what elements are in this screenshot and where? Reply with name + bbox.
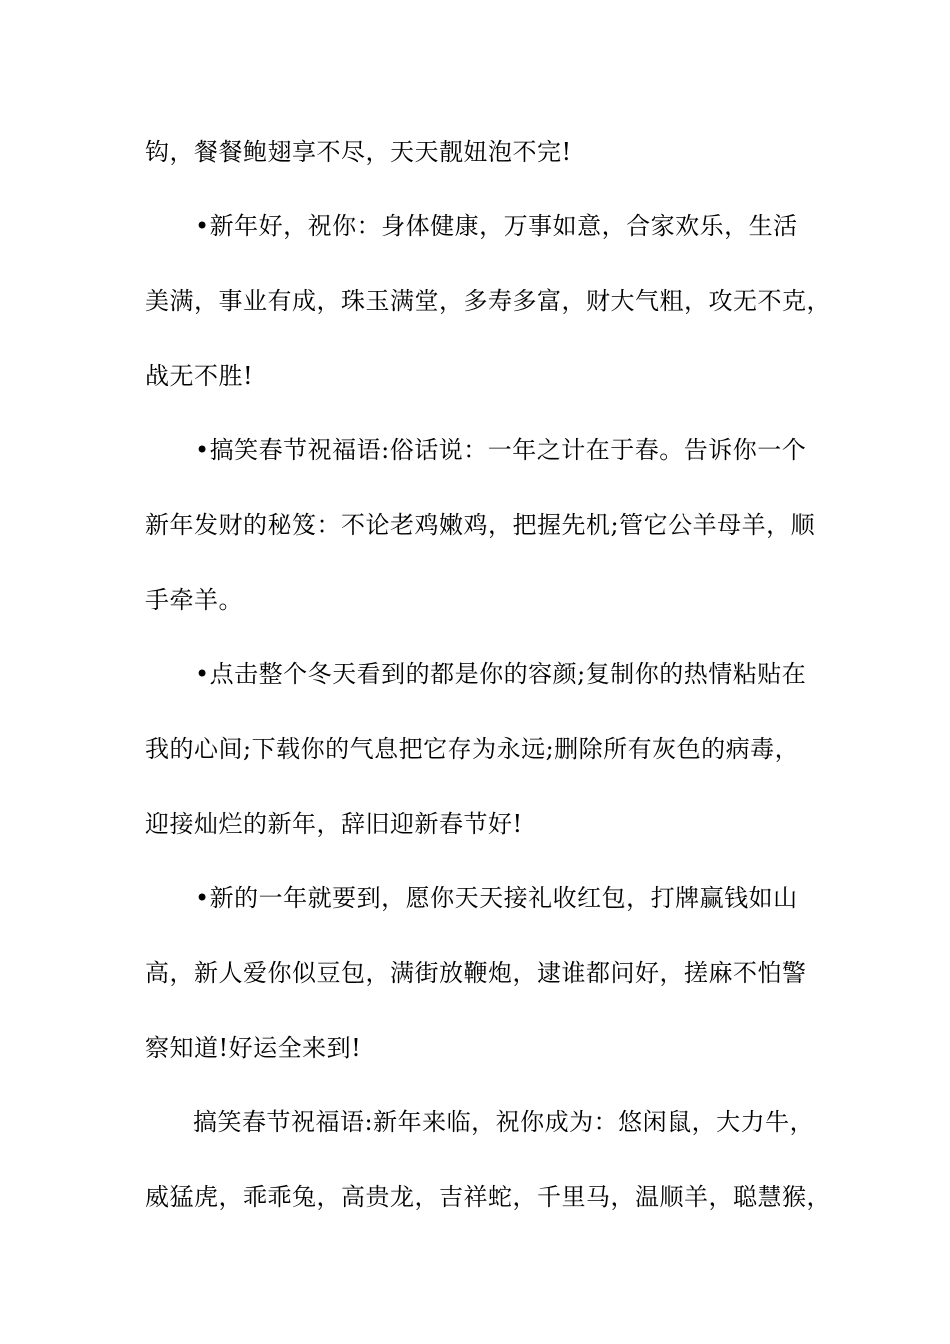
bullet-paragraph-line: •点击整个冬天看到的都是你的容颜;复制你的热情粘贴在: [195, 660, 807, 688]
text-line: 察知道!好运全来到!: [145, 1034, 362, 1062]
text-line: 新年发财的秘笈：不论老鸡嫩鸡，把握先机;管它公羊母羊，顺: [145, 511, 816, 539]
text-line: 钩，餐餐鲍翅享不尽，天天靓妞泡不完!: [145, 138, 572, 166]
text-line: 威猛虎，乖乖兔，高贵龙，吉祥蛇，千里马，温顺羊，聪慧猴，: [145, 1183, 831, 1211]
text-line: 迎接灿烂的新年，辞旧迎新春节好!: [145, 810, 523, 838]
text-line: 手牵羊。: [145, 586, 243, 614]
text-line: 我的心间;下载你的气息把它存为永远;删除所有灰色的病毒，: [145, 735, 800, 763]
paragraph-first-line: 搞笑春节祝福语:新年来临，祝你成为：悠闲鼠，大力牛，: [193, 1108, 815, 1136]
text-line: 高，新人爱你似豆包，满街放鞭炮，逮谁都问好，搓麻不怕警: [145, 959, 807, 987]
bullet-paragraph-line: •新的一年就要到，愿你天天接礼收红包，打牌赢钱如山: [195, 884, 798, 912]
bullet-paragraph-line: •新年好，祝你：身体健康，万事如意，合家欢乐，生活: [195, 212, 798, 240]
bullet-paragraph-line: •搞笑春节祝福语:俗话说：一年之计在于春。告诉你一个: [195, 436, 807, 464]
text-line: 美满，事业有成，珠玉满堂，多寿多富，财大气粗，攻无不克，: [145, 287, 831, 315]
text-line: 战无不胜!: [145, 362, 254, 390]
